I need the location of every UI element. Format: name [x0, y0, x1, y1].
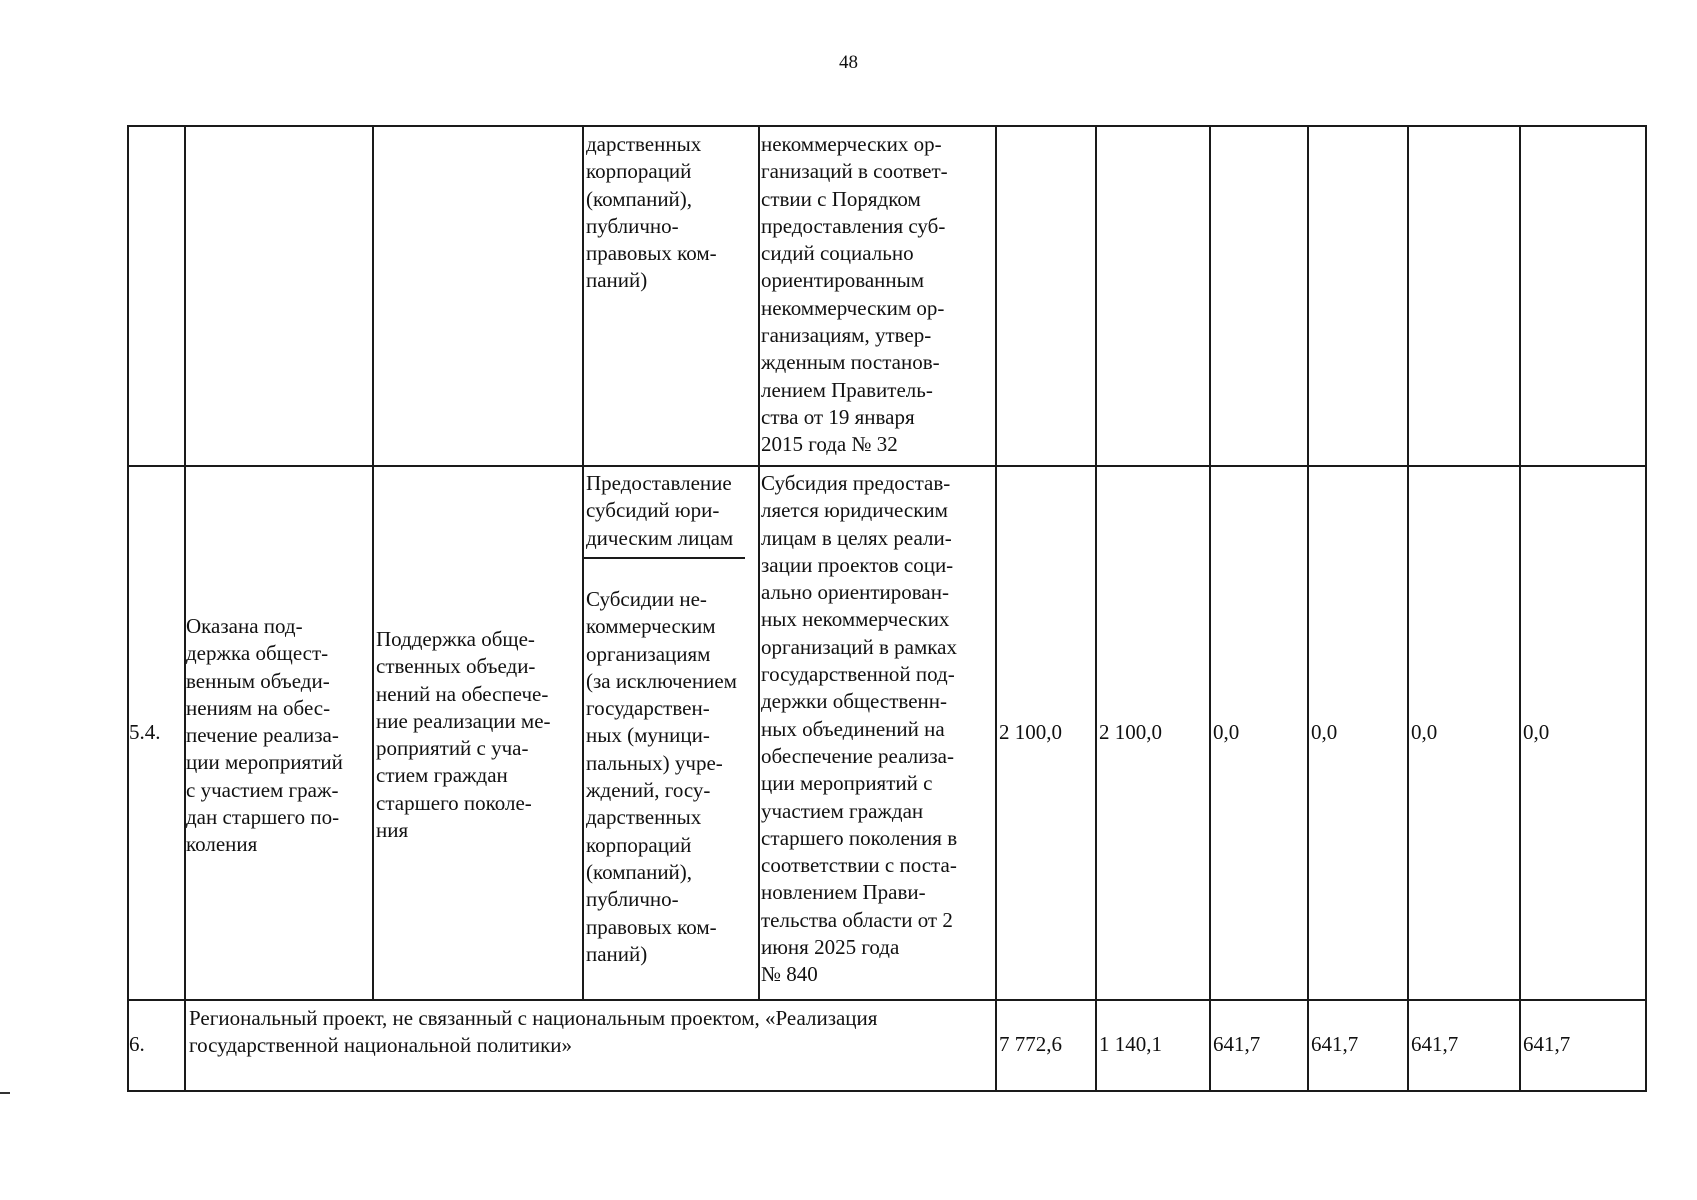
row-5-4-measure: Поддержка обще- ственных объеди- нений на обеспече- ние реализации ме- роприятий с уча- стием граждан старшего поколе- ния	[376, 627, 551, 843]
page-number: 48	[839, 52, 858, 73]
col-line-6	[1095, 125, 1097, 1092]
continuation-characteristic-cell: некоммерческих ор- ганизаций в соответ- ствии с Порядком предоставления суб- сидий социально ориентированным некоммерческим ор- ганизациям, утвер- жденным постанов- лением Правитель- ства от 19 января 2015 года № 32	[761, 132, 948, 457]
row-5-4-result: Оказана под- держка общест- венным объеди- нениям на обес- печение реализа- ции мероприятий с участием граж- дан старшего по- коления	[186, 614, 343, 857]
row-6-value-3: 641,7	[1213, 1032, 1261, 1056]
row-5-4-value-2: 2 100,0	[1099, 720, 1162, 744]
col-line-3	[582, 125, 584, 1000]
col-line-0	[127, 125, 129, 1092]
row-6-value-4: 641,7	[1311, 1032, 1359, 1056]
row-5-4-characteristic: Субсидия предостав- ляется юридическим лицам в целях реали- зации проектов соци- ально ориентирован- ных некоммерческих организаций в рамках государственной под- держки общественн- ных объединений на обеспечение реализа- ции мероприятий с участием граждан старшего поколения в соответствии с поста- новлением Прави- тельства области от 2 июня 2025 года № 840	[761, 471, 958, 987]
col-line-10	[1519, 125, 1521, 1092]
row-6-value-2: 1 140,1	[1099, 1032, 1162, 1056]
col-line-4	[758, 125, 760, 1000]
row-5-4-value-1: 2 100,0	[999, 720, 1062, 744]
subrow-divider	[584, 557, 745, 559]
budget-table	[127, 125, 1647, 1092]
col-line-7	[1209, 125, 1211, 1092]
continuation-kind-cell: дарственных корпораций (компаний), публично- правовых ком- паний)	[586, 132, 717, 293]
row-5-4-value-6: 0,0	[1523, 720, 1550, 744]
row-6-value-1: 7 772,6	[999, 1032, 1062, 1056]
row-divider-6	[127, 999, 1647, 1001]
col-line-1	[184, 125, 186, 1092]
table-top-border	[127, 125, 1647, 127]
row-5-4-kind-top: Предоставление субсидий юри- дическим лицам	[586, 471, 734, 550]
scan-edge-mark	[0, 1092, 10, 1094]
col-line-8	[1307, 125, 1309, 1092]
row-divider-5-4	[127, 465, 1647, 467]
row-6-value-5: 641,7	[1411, 1032, 1459, 1056]
col-line-5	[995, 125, 997, 1092]
row-6-title: Региональный проект, не связанный с национальным проектом, «Реализация государственной национальной политики»	[189, 1006, 878, 1058]
row-6-value-6: 641,7	[1523, 1032, 1571, 1056]
col-line-11	[1645, 125, 1647, 1092]
row-6-number: 6.	[129, 1032, 145, 1056]
row-5-4-value-3: 0,0	[1213, 720, 1240, 744]
col-line-9	[1407, 125, 1409, 1092]
row-5-4-value-4: 0,0	[1311, 720, 1338, 744]
row-5-4-value-5: 0,0	[1411, 720, 1438, 744]
table-bottom-border	[127, 1090, 1647, 1092]
row-5-4-kind-bottom: Субсидии не- коммерческим организациям (за исключением государствен- ных (муници- пальных) учре- ждений, госу- дарственных корпораций (компаний), публично- правовых ком- паний)	[586, 587, 737, 966]
col-line-2	[372, 125, 374, 1000]
row-5-4-number: 5.4.	[129, 720, 161, 744]
